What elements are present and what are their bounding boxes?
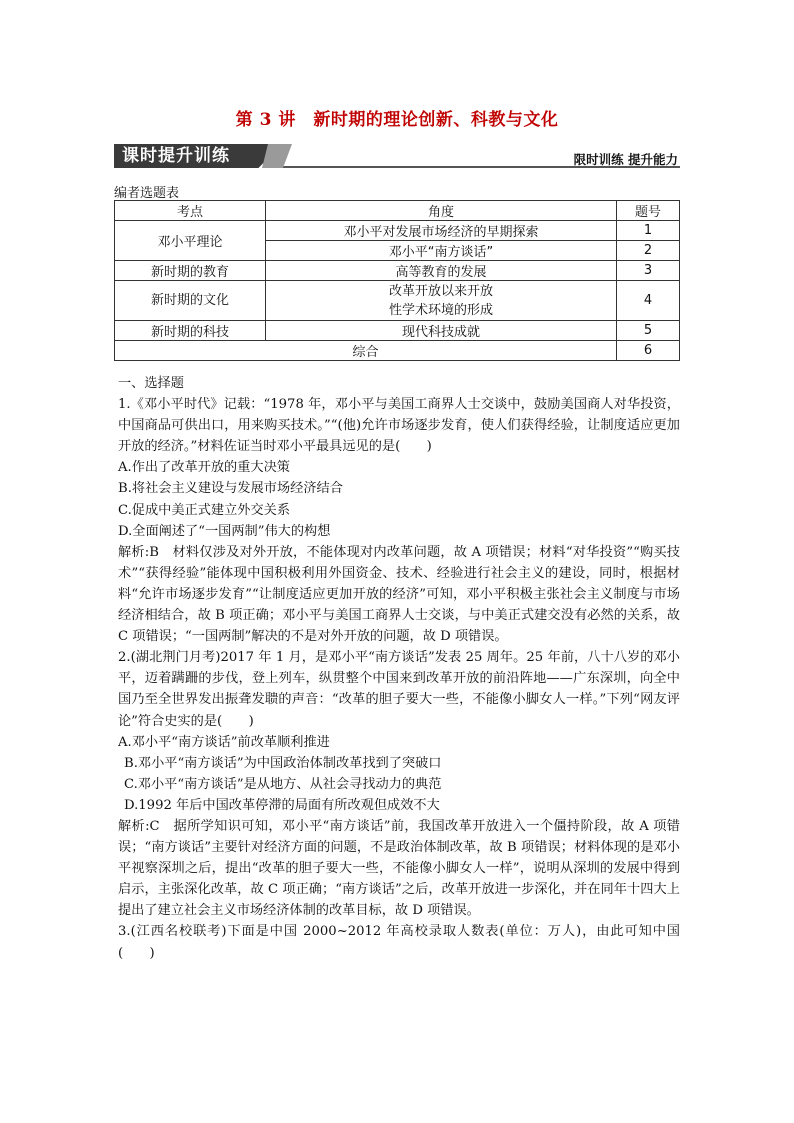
number-cell: 2: [617, 241, 680, 261]
angle-line: 性学术环境的形成: [388, 302, 493, 318]
header-cell: 题号: [617, 201, 680, 221]
question-1-analysis: 解析:B 材料仅涉及对外开放，不能体现对内改革问题，故 A 项错误；材料“对华投资”“购买技术”“获得经验”能体现中国积极利用外国资金、技术、经验进行社会主义的建设，同时，根据材料“允许市场逐步发育”“让制度适应更加开放的经济”可知，邓小平积极主张社会主义制度与市场经济相结合，故 B 项正确；邓小平与美国工商界人士交谈，与中美正式建交没有必然的关系，故 C 项错误；“一国两制”解决的不是对外开放的问题，故 D 项错误。: [118, 544, 680, 645]
angle-cell: 邓小平“南方谈话”: [266, 241, 617, 261]
question-2-option: A.邓小平“南方谈话”前改革顺利推进: [118, 734, 330, 750]
question-2-analysis: 解析:C 据所学知识可知，邓小平“南方谈话”前，我国改革开放进入一个僵持阶段，故 A 项错误；“南方谈话”主要针对经济方面的问题，不是政治体制改革，故 B 项错误；材料体现的是邓小平视察深圳之后，提出“改革的胆子要大一些，不能像小脚女人一样”，说明从深圳的发展中得到启示，主张深化改革，故 C 项正确；“南方谈话”之后，改革开放进一步深化，并在同年十四大上提出了建立社会主义市场经济体制的改革目标，故 D 项错误。: [118, 818, 680, 919]
point-cell: 新时期的教育: [115, 261, 266, 281]
table-header-row: [115, 201, 680, 221]
angle-cell: 现代科技成就: [266, 321, 617, 341]
question-1-option: B.将社会主义建设与发展市场经济结合: [118, 481, 343, 497]
question-3-stem: 3.(江西名校联考)下面是中国 2000~2012 年高校录取人数表(单位：万人)，由此可知中国( ): [118, 924, 680, 961]
table-row: [115, 321, 680, 341]
question-1-option: A.作出了改革开放的重大决策: [118, 460, 290, 476]
question-1-option: C.促成中美正式建立外交关系: [118, 502, 291, 518]
table-row: [115, 341, 680, 361]
number-cell: 3: [617, 261, 680, 281]
question-2-option: D.1992 年后中国改革停滞的局面有所改观但成效不大: [124, 797, 440, 813]
point-cell: 新时期的科技: [115, 321, 266, 341]
question-1-option: D.全面阐述了“一国两制”伟大的构想: [118, 523, 331, 539]
question-body: [118, 373, 680, 964]
question-2-option: C.邓小平“南方谈话”是从地方、从社会寻找动力的典范: [124, 776, 442, 792]
header-cell: 角度: [266, 201, 617, 221]
angle-cell: 邓小平对发展市场经济的早期探索: [266, 221, 617, 241]
table-row: [115, 281, 680, 321]
page-title: 第 3 讲 新时期的理论创新、科教与文化: [235, 110, 559, 130]
table-row: [115, 261, 680, 281]
angle-cell: 综合: [115, 341, 617, 361]
header-cell: 考点: [115, 201, 266, 221]
number-cell: 5: [617, 321, 680, 341]
point-cell: 邓小平理论: [115, 221, 266, 261]
number-cell: 6: [617, 341, 680, 361]
number-cell: 4: [617, 281, 680, 321]
point-cell: 新时期的文化: [115, 281, 266, 321]
section-heading: 一、选择题: [118, 376, 184, 391]
angle-line: 改革开放以来开放: [388, 283, 493, 299]
angle-cell: 高等教育的发展: [266, 261, 617, 281]
banner-subtitle: 限时训练 提升能力: [573, 152, 678, 167]
question-2-stem: 2.(湖北荆门月考)2017 年 1 月，是邓小平“南方谈话”发表 25 周年。25 年前，八十八岁的邓小平，迈着蹒跚的步伐，登上列车，纵贯整个中国来到改革开放的前沿阵地——广东深圳，向全中国乃至全世界发出振聋发聩的声音：“改革的胆子要大一些，不能像小脚女人一样。”下列“网友评论”符合史实的是( ): [118, 650, 680, 729]
topic-selection-table: [114, 200, 680, 361]
table-caption: 编者选题表: [114, 186, 180, 201]
section-banner: [114, 144, 680, 168]
number-cell: 1: [617, 221, 680, 241]
angle-cell: [266, 281, 617, 321]
question-1-stem: 1.《邓小平时代》记载：“1978 年，邓小平与美国工商界人士交谈中，鼓励美国商人对华投资，中国商品可供出口，用来购买技术。”“(他)允许市场逐步发育，使人们获得经验，让制度适应更加开放的经济。”材料佐证当时邓小平最具远见的是( ): [118, 397, 680, 455]
table-row: [115, 221, 680, 241]
question-2-option: B.邓小平“南方谈话”为中国政治体制改革找到了突破口: [124, 755, 442, 771]
banner-title: 课时提升训练: [122, 146, 230, 166]
